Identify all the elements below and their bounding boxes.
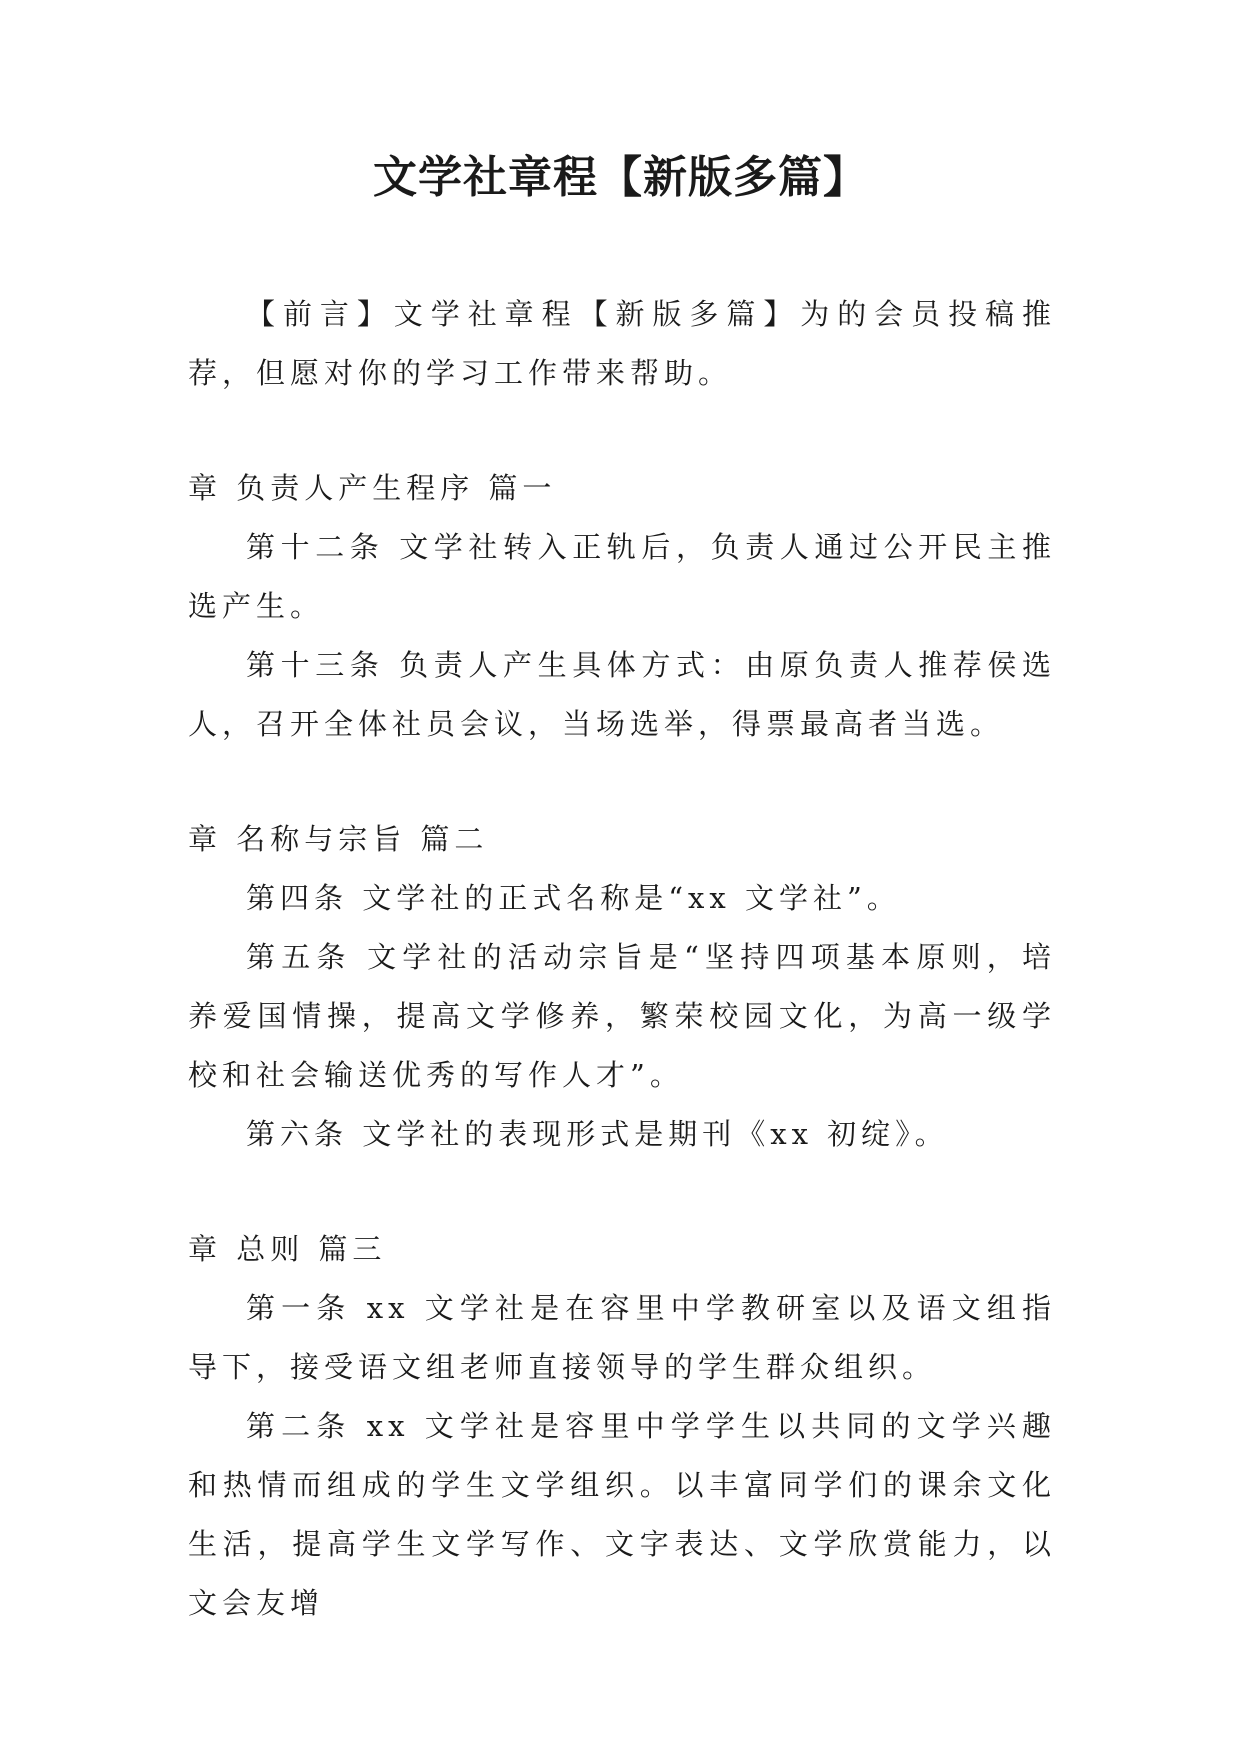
article-paragraph: 第四条 文学社的正式名称是“xx 文学社”。	[246, 881, 901, 915]
preface-paragraph: 【前言】文学社章程【新版多篇】为的会员投稿推荐，但愿对你的学习工作带来帮助。	[188, 297, 1056, 390]
section-2	[188, 810, 1056, 1164]
section-1	[188, 459, 1056, 754]
document-body	[188, 285, 1056, 1633]
section-heading: 章 总则 篇三	[188, 1232, 387, 1266]
article-paragraph: 第二条 xx 文学社是容里中学学生以共同的文学兴趣和热情而组成的学生文学组织。以丰富同学们的课余文化生活，提高学生文学写作、文字表达、文学欣赏能力，以文会友增	[188, 1409, 1056, 1620]
section-heading: 章 负责人产生程序 篇一	[188, 471, 557, 505]
article-paragraph: 第六条 文学社的表现形式是期刊《xx 初绽》。	[246, 1117, 949, 1151]
article-paragraph: 第五条 文学社的活动宗旨是“坚持四项基本原则，培养爱国情操，提高文学修养，繁荣校园文化，为高一级学校和社会输送优秀的写作人才”。	[188, 940, 1056, 1092]
section-gap	[188, 754, 1056, 810]
article-paragraph: 第十二条 文学社转入正轨后，负责人通过公开民主推选产生。	[188, 530, 1056, 623]
document-title: 文学社章程【新版多篇】	[373, 152, 868, 203]
section-gap	[188, 1164, 1056, 1220]
article-paragraph: 第十三条 负责人产生具体方式：由原负责人推荐侯选人，召开全体社员会议，当场选举，得票最高者当选。	[188, 648, 1056, 741]
section-gap	[188, 403, 1056, 459]
article-paragraph: 第一条 xx 文学社是在容里中学教研室以及语文组指导下，接受语文组老师直接领导的学生群众组织。	[188, 1291, 1056, 1384]
section-heading: 章 名称与宗旨 篇二	[188, 822, 489, 856]
section-3	[188, 1220, 1056, 1633]
